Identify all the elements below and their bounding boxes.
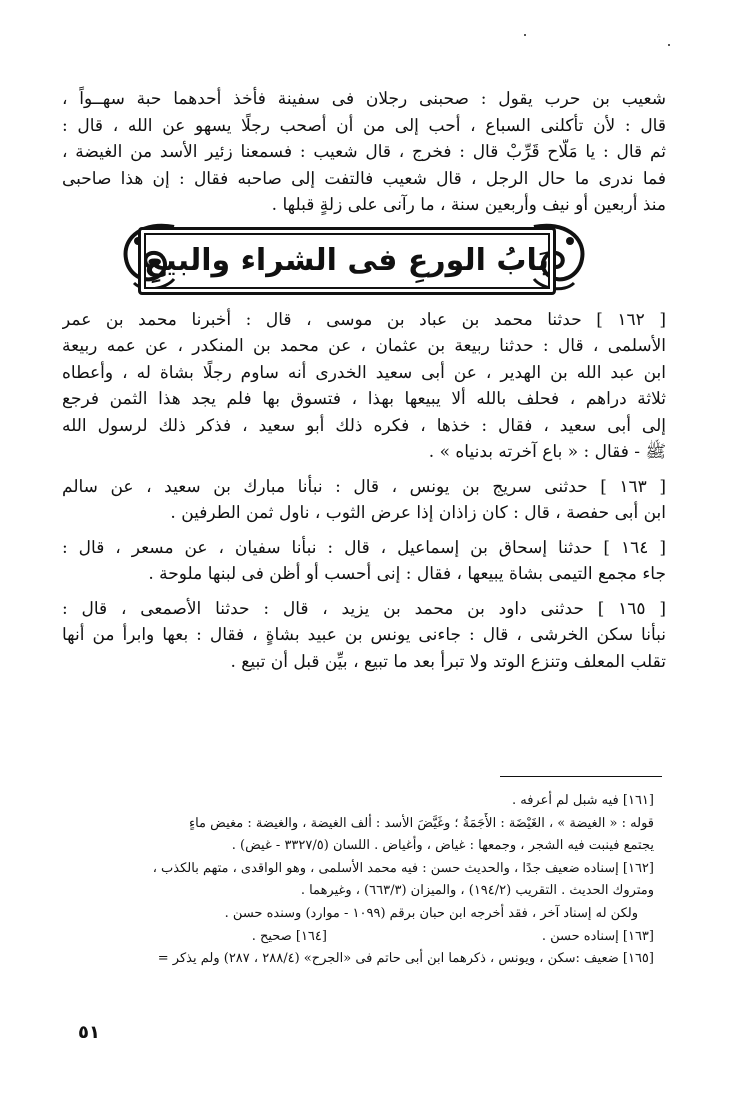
text-line: [ ١٦٣ ] حدثنى سريج بن يونس ، قال : نبأنا مبارك بن سعيد ، عن سالم [62, 476, 666, 497]
footnote-line: [١٦٣] إسناده حسن . [١٦٤] صحيح . [251, 928, 654, 944]
footnote-line: ومتروك الحديث . التقريب (١٩٤/٢) ، والميزان (٦٦٣/٣) ، وغيرهما . [300, 883, 654, 899]
text-line: تقلب المعلف وتنزع الوتد ولا تبرأ بعد ما تبيع ، بيِّن قبل أن تبيع . [230, 651, 666, 672]
main-text [62, 86, 666, 675]
text-line: جاء مجمع التيمى بشاة يبيعها ، فقال : إنى أحسب أو أظن فى لبنها ملوحة . [148, 564, 666, 584]
page-number: ٥١ [78, 1022, 100, 1043]
text-line: الأسلمى ، قال : حدثنا ربيعة بن عثمان ، عن محمد بن المنكدر ، عن عمه ربيعة [62, 336, 666, 356]
chapter-heading [62, 221, 666, 299]
footnote-line: قوله : « الغيضة » ، الغَيْضَة : الأَجَمَةُ ؛ وغَيَّضَ الأسد : ألف الغيضة ، والغيضة : مغيض ماءٍ [188, 815, 654, 831]
text-line: [ ١٦٢ ] حدثنا محمد بن عباد بن موسى ، قال : أخبرنا محمد بن عمر [62, 309, 666, 330]
footnote-divider [500, 776, 662, 777]
chapter-title: بَابُ الورعِ فى الشراء والبيعِ [144, 243, 550, 278]
hadith-165 [62, 596, 666, 676]
text-line: ابن عبد الله بن الهدير ، عن أبى سعيد الخدرى أنه ساوم رجلًا بشاة له ، وأعطاه [62, 362, 666, 383]
hadith-163 [62, 474, 666, 527]
text-line: ﷺ - فقال : « باع آخرته بدنياه » . [428, 442, 666, 462]
scan-mark [668, 44, 670, 46]
text-line: منذ أربعين أو نيف وأربعين سنة ، ما رآنى على زلةٍ قبلها . [271, 195, 666, 215]
text-line: نبأنا سكن الخرشى ، قال : جاءنى يونس بن عبيد بشاةٍ ، فقال : بعها وابرأ من أنها [62, 625, 666, 645]
footnote-line: ولكن له إسناد آخر ، فقد أخرجه ابن حبان برقم (١٠٩٩ - موارد) وسنده حسن . [224, 905, 638, 921]
intro-block [62, 86, 666, 219]
hadith-162 [62, 307, 666, 466]
footnote-line: [١٦٥] ضعيف :سكن ، ويونس ، ذكرهما ابن أبى حاتم فى «الجرح» (٢٨٨/٤ ، ٢٨٧) ولم يذكر = [157, 951, 654, 967]
text-line: ثلاثة دراهم ، فحلف بالله ألا يبيعها بهذا ، فتسوق بها فلم يجد هذا الثمن فرجع [62, 389, 666, 409]
text-line: ابن أبى حفصة ، قال : كان زاذان إذا عرض الثوب ، ناول ثمن الطرفين . [170, 503, 666, 523]
text-line: شعيب بن حرب يقول : صحبنى رجلان فى سفينة فأخذ أحدهما حبة سهــواً ، [62, 89, 666, 109]
footnote-line: [١٦١] فيه شبل لم أعرفه . [511, 793, 654, 808]
scan-mark [524, 34, 526, 36]
footnotes [64, 790, 654, 971]
text-line: قال : لأن تأكلنى السباع ، أحب إلى من أن أصحب رجلًا يسهو عن الله ، قال : [62, 115, 666, 136]
hadith-164 [62, 535, 666, 588]
text-line: ثم قال : يا مَلّاح قَرِّبْ قال : فخرج ، قال شعيب : فسمعنا زئير الأسد من الغيضة ، [62, 142, 666, 162]
footnote-line: [١٦٢] إسناده ضعيف جدًا ، والحديث حسن : فيه محمد الأسلمى ، وهو الواقدى ، متهم بالكذب ، [152, 860, 654, 876]
text-line: [ ١٦٥ ] حدثنى داود بن محمد بن يزيد ، قال : حدثنا الأصمعى ، قال : [62, 598, 666, 619]
text-line: [ ١٦٤ ] حدثنا إسحاق بن إسماعيل ، قال : نبأنا سفيان ، عن مسعر ، قال : [62, 537, 666, 558]
text-line: إلى أبى سعيد ، فقال : خذها ، فكره ذلك أبو سعيد ، فذكر ذلك لرسول الله [62, 415, 666, 436]
chapter-title-frame [138, 227, 556, 295]
footnote-line: يجتمع فينبت فيه الشجر ، وجمعها : غياض ، وأغياض . اللسان (٣٣٢٧/٥ - غيض) . [231, 838, 654, 854]
text-line: فما ندرى ما حال الرجل ، قال شعيب فالتفت إلى صاحبه فقال : إن هذا صاحبى [62, 168, 666, 189]
